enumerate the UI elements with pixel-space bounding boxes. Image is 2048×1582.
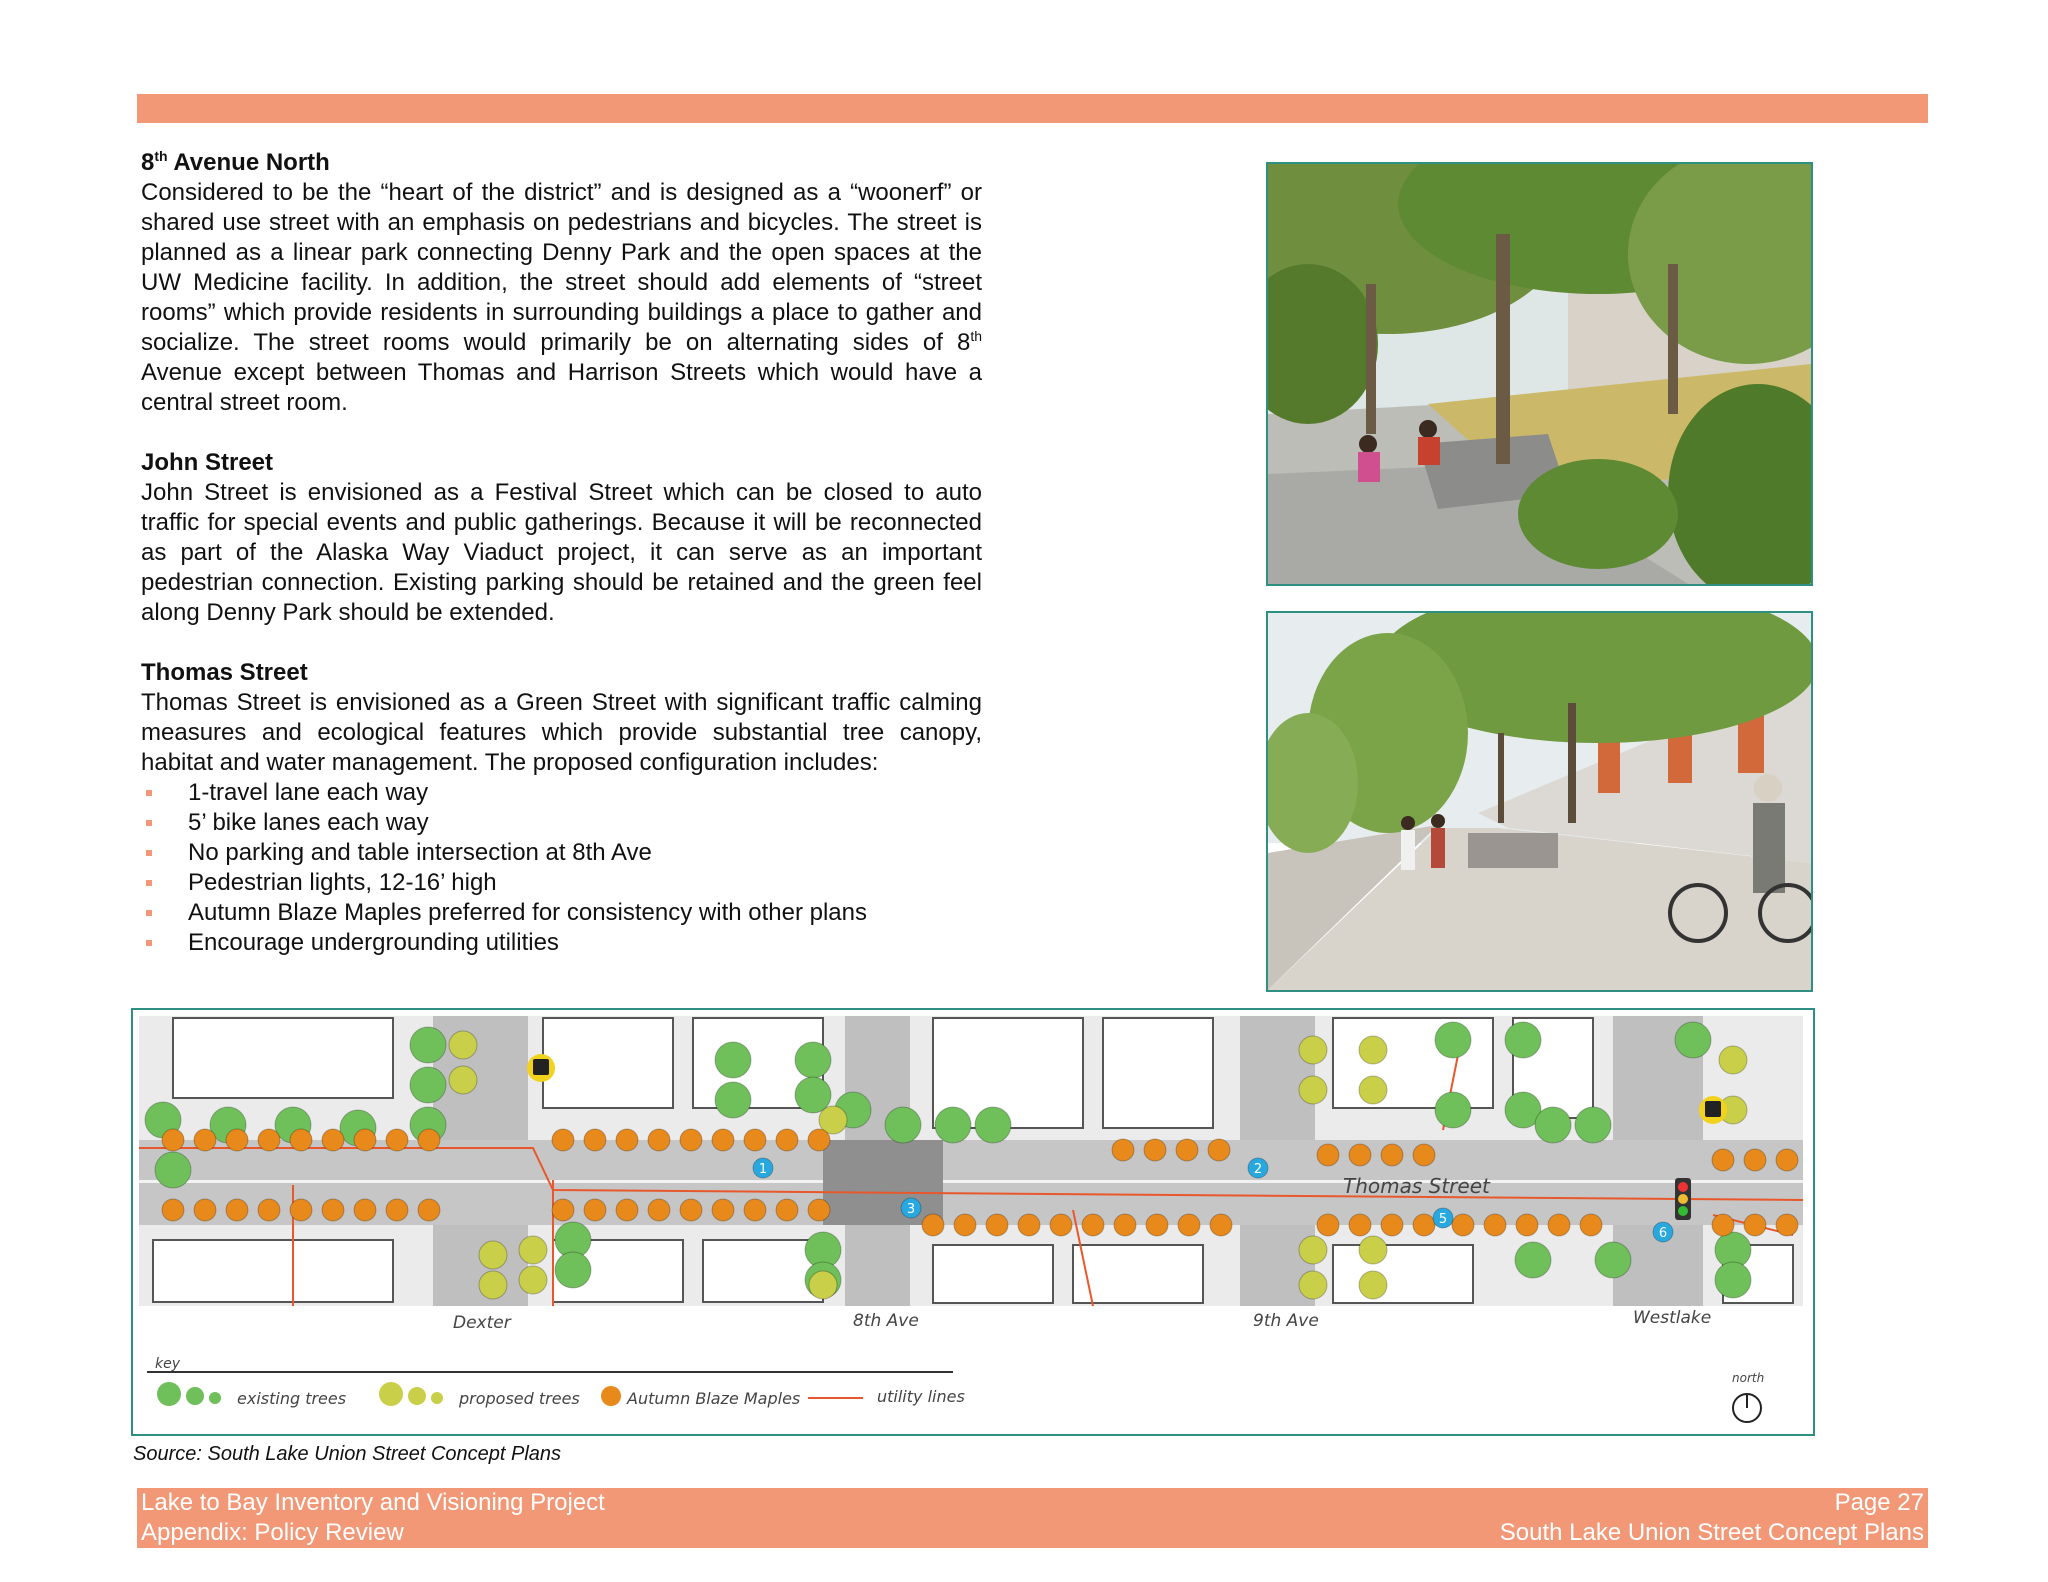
maple-tree — [1349, 1214, 1371, 1236]
maple-tree — [1381, 1214, 1403, 1236]
heading-8th-avenue-north: 8th Avenue North — [141, 148, 330, 176]
existing-tree — [1435, 1092, 1471, 1128]
maple-tree — [322, 1199, 344, 1221]
existing-tree — [1595, 1242, 1631, 1278]
proposed-tree — [1719, 1046, 1747, 1074]
maple-tree — [1349, 1144, 1371, 1166]
plan-drawing — [133, 1010, 1813, 1434]
maple-tree — [954, 1214, 976, 1236]
footer-project-title: Lake to Bay Inventory and Visioning Project — [141, 1489, 605, 1516]
proposed-tree — [1299, 1076, 1327, 1104]
existing-tree — [1505, 1022, 1541, 1058]
maple-tree — [322, 1129, 344, 1151]
street-rendering-illustration — [1268, 613, 1811, 990]
maple-tree — [712, 1129, 734, 1151]
maple-tree — [1018, 1214, 1040, 1236]
footer-band — [137, 1488, 1928, 1548]
footer-appendix: Appendix: Policy Review — [141, 1519, 404, 1546]
maple-tree — [1776, 1149, 1798, 1171]
key-utility-lines: utility lines — [877, 1387, 965, 1406]
maple-tree — [1516, 1214, 1538, 1236]
bus-stop-icon — [1699, 1096, 1727, 1124]
maple-tree — [1413, 1214, 1435, 1236]
location-marker-number: 2 — [1253, 1162, 1263, 1177]
proposed-tree — [479, 1271, 507, 1299]
paragraph-thomas-street: Thomas Street is envisioned as a Green Street with significant traffic calming measures and ecological features which provide substantial tree canopy, habitat and water management. The proposed configuration includes: — [141, 689, 982, 776]
maple-tree — [290, 1199, 312, 1221]
maple-tree — [1208, 1139, 1230, 1161]
existing-tree — [410, 1027, 446, 1063]
maple-tree — [712, 1199, 734, 1221]
maple-tree — [1484, 1214, 1506, 1236]
existing-tree — [1675, 1022, 1711, 1058]
maple-tree — [776, 1199, 798, 1221]
list-item: Encourage undergrounding utilities — [141, 928, 982, 958]
cross-street-label: 9th Ave — [1253, 1311, 1319, 1331]
maple-tree — [194, 1129, 216, 1151]
list-item: 5’ bike lanes each way — [141, 808, 982, 838]
paragraph-8th-avenue: Considered to be the “heart of the district” and is designed as a “woonerf” or shared use street with an emphasis on pedestrians and bicycles. The street is planned as a linear park connecting Denny Park and the open spaces at the UW Medicine facility. In addition, the street should add elements of “street rooms” which provide residents in surrounding buildings a place to gather and socialize. The street rooms would primarily be on alternating sides of 8th Avenue except between Thomas and Harrison Streets which would have a central street room. — [141, 179, 982, 416]
heading-thomas-street: Thomas Street — [141, 659, 308, 686]
maple-tree — [194, 1199, 216, 1221]
maple-tree — [418, 1199, 440, 1221]
maple-tree — [1176, 1139, 1198, 1161]
existing-tree — [935, 1107, 971, 1143]
maple-tree — [744, 1199, 766, 1221]
maple-tree — [1548, 1214, 1570, 1236]
configuration-list — [141, 778, 982, 958]
proposed-tree — [519, 1236, 547, 1264]
proposed-tree — [449, 1066, 477, 1094]
maple-tree — [552, 1199, 574, 1221]
maple-tree — [1082, 1214, 1104, 1236]
existing-tree — [555, 1252, 591, 1288]
proposed-tree — [479, 1241, 507, 1269]
existing-tree — [885, 1107, 921, 1143]
maple-tree — [1210, 1214, 1232, 1236]
maple-tree — [1317, 1144, 1339, 1166]
maple-tree — [648, 1199, 670, 1221]
maple-tree — [776, 1129, 798, 1151]
maple-tree — [1381, 1144, 1403, 1166]
existing-tree — [155, 1152, 191, 1188]
maple-tree — [616, 1199, 638, 1221]
proposed-tree — [809, 1271, 837, 1299]
maple-tree — [808, 1199, 830, 1221]
text-column — [141, 148, 982, 958]
plaza-rendering-image — [1266, 162, 1813, 586]
proposed-tree — [1359, 1036, 1387, 1064]
maple-tree — [1712, 1214, 1734, 1236]
maple-tree — [1744, 1149, 1766, 1171]
maple-tree — [162, 1129, 184, 1151]
existing-tree-key-icon — [157, 1382, 181, 1406]
maple-tree — [1744, 1214, 1766, 1236]
location-marker-number: 3 — [906, 1202, 916, 1217]
location-marker-number: 5 — [1438, 1212, 1448, 1227]
footer-document-title: South Lake Union Street Concept Plans — [1499, 1519, 1924, 1546]
maple-tree — [616, 1129, 638, 1151]
maple-tree — [1146, 1214, 1168, 1236]
list-item: Pedestrian lights, 12-16’ high — [141, 868, 982, 898]
maple-tree — [386, 1129, 408, 1151]
maple-tree — [354, 1199, 376, 1221]
maple-tree — [258, 1199, 280, 1221]
maple-key-icon — [601, 1386, 621, 1406]
list-item: Autumn Blaze Maples preferred for consistency with other plans — [141, 898, 982, 928]
list-item: 1-travel lane each way — [141, 778, 982, 808]
maple-tree — [922, 1214, 944, 1236]
cross-street-label: Westlake — [1633, 1308, 1712, 1328]
maple-tree — [680, 1199, 702, 1221]
maple-tree — [1452, 1214, 1474, 1236]
maple-tree — [418, 1129, 440, 1151]
location-marker-number: 1 — [758, 1162, 768, 1177]
proposed-tree — [1299, 1271, 1327, 1299]
image-source-caption: Source: South Lake Union Street Concept Plans — [133, 1443, 562, 1465]
maple-tree — [1144, 1139, 1166, 1161]
proposed-tree — [1359, 1076, 1387, 1104]
cross-street-label: 8th Ave — [853, 1311, 919, 1331]
maple-tree — [1112, 1139, 1134, 1161]
proposed-tree — [1359, 1271, 1387, 1299]
maple-tree — [552, 1129, 574, 1151]
existing-tree — [1435, 1022, 1471, 1058]
maple-tree — [354, 1129, 376, 1151]
page-number: Page 27 — [1834, 1489, 1924, 1516]
list-item: No parking and table intersection at 8th Ave — [141, 838, 982, 868]
plaza-rendering-illustration — [1268, 164, 1811, 584]
paragraph-john-street: John Street is envisioned as a Festival Street which can be closed to auto traffic for special events and public gatherings. Because it will be reconnected as part of the Alaska Way Viaduct project, it can serve as an important pedestrian connection. Existing parking should be retained and the green feel along Denny Park should be extended. — [141, 479, 982, 626]
footer-left — [141, 1488, 605, 1548]
existing-tree — [1715, 1262, 1751, 1298]
maple-tree — [680, 1129, 702, 1151]
existing-tree — [715, 1082, 751, 1118]
maple-tree — [1580, 1214, 1602, 1236]
maple-tree — [162, 1199, 184, 1221]
existing-tree — [795, 1042, 831, 1078]
existing-tree — [410, 1067, 446, 1103]
maple-tree — [648, 1129, 670, 1151]
existing-tree — [1515, 1242, 1551, 1278]
key-proposed-trees: proposed trees — [459, 1389, 580, 1408]
existing-tree — [975, 1107, 1011, 1143]
maple-tree — [290, 1129, 312, 1151]
maple-tree — [1776, 1214, 1798, 1236]
maple-tree — [386, 1199, 408, 1221]
north-label: north — [1732, 1371, 1765, 1385]
key-title: key — [155, 1356, 181, 1372]
bus-stop-icon — [527, 1054, 555, 1082]
proposed-tree — [1299, 1036, 1327, 1064]
traffic-signal-icon — [1675, 1178, 1691, 1220]
maple-tree — [584, 1199, 606, 1221]
maple-tree — [1712, 1149, 1734, 1171]
maple-tree — [1178, 1214, 1200, 1236]
maple-tree — [584, 1129, 606, 1151]
heading-john-street: John Street — [141, 449, 274, 476]
existing-tree — [715, 1042, 751, 1078]
maple-tree — [744, 1129, 766, 1151]
proposed-tree-key-icon — [379, 1382, 403, 1406]
street-name-label: Thomas Street — [1343, 1174, 1490, 1198]
proposed-tree — [1299, 1236, 1327, 1264]
cross-street-label: Dexter — [453, 1313, 511, 1333]
proposed-tree — [449, 1031, 477, 1059]
maple-tree — [1050, 1214, 1072, 1236]
key-autumn-blaze-maples: Autumn Blaze Maples — [627, 1389, 801, 1408]
maple-tree — [986, 1214, 1008, 1236]
key-existing-trees: existing trees — [237, 1389, 347, 1408]
thomas-street-plan-diagram — [131, 1008, 1815, 1436]
maple-tree — [808, 1129, 830, 1151]
maple-tree — [1317, 1214, 1339, 1236]
maple-tree — [226, 1129, 248, 1151]
proposed-tree — [1359, 1236, 1387, 1264]
maple-tree — [1114, 1214, 1136, 1236]
maple-tree — [226, 1199, 248, 1221]
street-rendering-image — [1266, 611, 1813, 992]
maple-tree — [258, 1129, 280, 1151]
location-marker-number: 6 — [1658, 1226, 1668, 1241]
maple-tree — [1413, 1144, 1435, 1166]
header-band — [137, 94, 1928, 123]
footer-right — [1500, 1488, 1924, 1548]
existing-tree — [1575, 1107, 1611, 1143]
existing-tree — [1535, 1107, 1571, 1143]
proposed-tree — [519, 1266, 547, 1294]
